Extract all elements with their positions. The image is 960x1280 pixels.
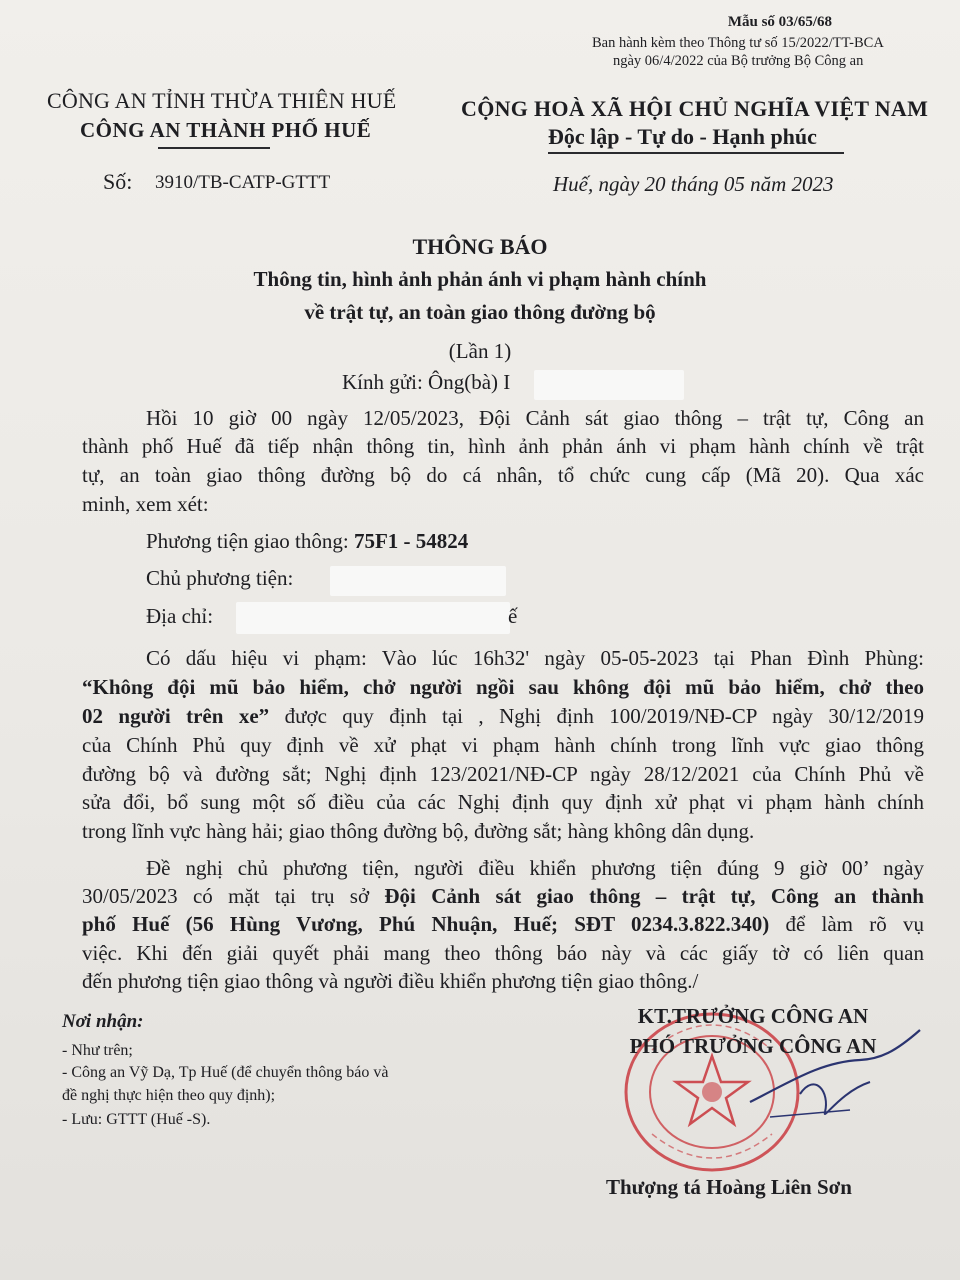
- address-tail: ế: [508, 604, 518, 628]
- redaction-box: [534, 370, 684, 400]
- body-line: minh, xem xét:: [82, 492, 209, 516]
- redaction-box: [330, 566, 506, 596]
- issuing-organization: CÔNG AN THÀNH PHỐ HUẾ: [80, 118, 372, 142]
- recipient-item: - Công an Vỹ Dạ, Tp Huế (để chuyển thông báo và: [62, 1064, 389, 1081]
- violation-line: [82, 704, 924, 729]
- request-line: Đề nghị chủ phương tiện, người điều khiển phương tiện đúng 9 giờ 00’ ngày: [146, 856, 924, 880]
- body-line: thành phố Huế đã tiếp nhận thông tin, hình ảnh phản ánh vi phạm hành chính về trật: [82, 434, 924, 458]
- notice-times: (Lần 1): [448, 339, 512, 363]
- vehicle-label: Phương tiện giao thông:: [146, 529, 354, 553]
- violation-line: Có dấu hiệu vi phạm: Vào lúc 16h32' ngày 05-05-2023 tại Phan Đình Phùng:: [146, 646, 924, 670]
- request-line: [82, 884, 924, 909]
- address-field: [146, 604, 213, 629]
- violation-line: đường bộ và đường sắt; Nghị định 123/2021/NĐ-CP ngày 28/12/2021 của Chính Phủ về: [82, 762, 924, 786]
- violation-line: trong lĩnh vực hàng hải; giao thông đường bộ, đường sắt; hàng không dân dụng.: [82, 819, 755, 843]
- address-label: Địa chỉ:: [146, 604, 214, 628]
- request-text: để làm rõ vụ: [769, 912, 924, 936]
- redaction-box: [236, 602, 510, 634]
- form-note-line-2: ngày 06/4/2022 của Bộ trưởng Bộ Công an: [613, 53, 864, 69]
- violation-line: “Không đội mũ bảo hiểm, chở người ngồi sau không đội mũ bảo hiểm, chở theo: [82, 675, 924, 699]
- request-line: [82, 912, 924, 937]
- violation-bold: 02 người trên xe”: [82, 704, 270, 728]
- request-bold: phố Huế (56 Hùng Vương, Phú Nhuận, Huế; SĐT 0234.3.822.340): [82, 912, 770, 936]
- request-text: 30/05/2023 có mặt tại trụ sở: [82, 884, 385, 908]
- signature-title-line-2: PHÓ TRƯỞNG CÔNG AN: [629, 1034, 877, 1058]
- place-and-date: Huế, ngày 20 tháng 05 năm 2023: [553, 172, 834, 196]
- owner-field: [146, 566, 293, 591]
- recipient-salutation: Kính gửi: Ông(bà) I: [342, 370, 511, 394]
- violation-text: được quy định tại , Nghị định 100/2019/NĐ-CP ngày 30/12/2019: [269, 704, 924, 728]
- signature-title-line-1: KT.TRƯỞNG CÔNG AN: [637, 1004, 869, 1028]
- vehicle-field: [146, 529, 468, 554]
- document-number: 3910/TB-CATP-GTTT: [155, 172, 331, 193]
- recipient-item: - Lưu: GTTT (Huế -S).: [62, 1111, 211, 1128]
- document-title: THÔNG BÁO: [412, 234, 548, 259]
- signer-name: Thượng tá Hoàng Liên Sơn: [606, 1175, 852, 1199]
- violation-line: sửa đổi, bổ sung một số điều của các Nghị định quy định xử phạt vi phạm hành chính: [82, 790, 924, 814]
- request-line: việc. Khi đến giải quyết phải mang theo thông báo này và các giấy tờ có liên quan: [82, 941, 924, 965]
- vehicle-plate: 75F1 - 54824: [353, 529, 469, 553]
- request-line: đến phương tiện giao thông và người điều khiển phương tiện giao thông./: [82, 969, 699, 993]
- national-motto: Độc lập - Tự do - Hạnh phúc: [548, 124, 817, 149]
- document-subtitle-line-1: Thông tin, hình ảnh phản ánh vi phạm hành chính: [253, 267, 707, 291]
- body-line: tự, an toàn giao thông đường bộ do cá nhân, tổ chức cung cấp (Mã 20). Qua xác: [82, 463, 924, 487]
- document-number-label: Số:: [103, 169, 133, 194]
- owner-label: Chủ phương tiện:: [146, 566, 294, 590]
- violation-line: của Chính Phủ quy định về xử phạt vi phạm hành chính trong lĩnh vực giao thông: [82, 733, 924, 757]
- document-subtitle-line-2: về trật tự, an toàn giao thông đường bộ: [304, 300, 656, 324]
- parent-organization: CÔNG AN TỈNH THỪA THIÊN HUẾ: [47, 88, 397, 113]
- national-title: CỘNG HOÀ XÃ HỘI CHỦ NGHĨA VIỆT NAM: [461, 96, 929, 121]
- recipient-item: - Như trên;: [62, 1042, 133, 1059]
- form-code: Mẫu số 03/65/68: [727, 14, 832, 30]
- request-bold: Đội Cảnh sát giao thông – trật tự, Công an thành: [384, 884, 924, 908]
- body-line: Hồi 10 giờ 00 ngày 12/05/2023, Đội Cảnh sát giao thông – trật tự, Công an: [146, 406, 924, 430]
- form-note-line-1: Ban hành kèm theo Thông tư số 15/2022/TT-BCA: [592, 35, 884, 51]
- motto-underline: [548, 152, 844, 154]
- recipient-item: đề nghị thực hiện theo quy định);: [62, 1087, 276, 1104]
- org-underline: [158, 147, 270, 149]
- recipients-title: Nơi nhận:: [62, 1011, 144, 1032]
